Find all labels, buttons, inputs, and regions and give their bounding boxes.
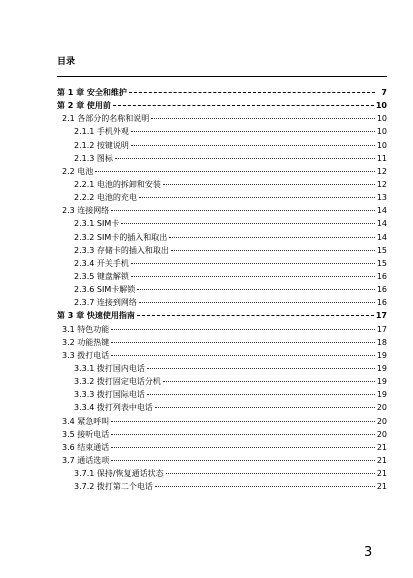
toc-entry-label: 2.3.7 连接到网络 [74,298,137,308]
toc-entry-page: 21 [376,442,387,452]
toc-entry-page: 10 [376,127,387,137]
toc-entry-page: 19 [376,377,387,387]
toc-entry-page: 21 [376,455,387,465]
toc-entry-label: 3.7.2 拨打第二个电话 [74,482,153,492]
toc-entry-label: 2.3 连接网络 [62,206,110,216]
toc-entry[interactable] [57,375,387,388]
toc-entry-page: 20 [376,429,387,439]
dot-leader [139,197,375,198]
dot-leader [131,131,375,132]
toc-entry[interactable] [57,231,387,244]
toc-entry[interactable] [57,323,387,336]
toc-entry[interactable] [57,244,387,257]
toc-entry[interactable] [57,125,387,138]
toc-entry-label: 3.3 拨打电话 [62,350,110,360]
toc-entry[interactable] [57,467,387,480]
toc-entry-page: 19 [376,350,387,360]
toc-entry-page: 14 [376,219,387,229]
toc-entry[interactable] [57,296,387,309]
toc-entry-page: 20 [376,403,387,413]
toc-entry-page: 14 [376,206,387,216]
toc-entry-label: 2.3.1 SIM卡 [74,219,120,229]
toc-entry[interactable] [57,336,387,349]
dot-leader [111,434,375,435]
toc-entry[interactable] [57,349,387,362]
toc-entry-label: 3.6 结束通话 [62,442,110,452]
toc-entry-page: 10 [376,114,387,124]
toc-entry[interactable] [57,165,387,178]
toc-entry-page: 12 [376,166,387,176]
dot-leader [151,118,375,119]
toc-entry[interactable] [57,204,387,217]
dot-leader [163,184,375,185]
toc-entry-page: 19 [376,390,387,400]
toc-entry-label: 3.2 功能热键 [62,337,110,347]
dot-leader [111,447,375,448]
toc-entry[interactable] [57,480,387,493]
dot-leader [139,302,375,303]
dot-leader [171,250,375,251]
toc-entry-page: 18 [376,337,387,347]
title-divider [57,76,387,77]
toc-entry-label: 2.1.3 图标 [74,153,113,163]
dot-leader [121,223,375,224]
toc-entry[interactable] [57,178,387,191]
toc-entry-page: 10 [376,140,387,150]
toc-entry-label: 2.3.3 存储卡的插入和取出 [74,245,169,255]
toc-entry[interactable] [57,283,387,296]
dot-leader [137,289,375,290]
toc-entry-page: 16 [376,298,387,308]
toc-entry-label: 3.3.3 拨打国际电话 [74,390,145,400]
dot-leader [131,145,375,146]
page-title: 目录 [57,57,76,67]
toc-entry-page: 15 [376,258,387,268]
toc-entry-label: 第 2 章 使用前 [57,101,111,111]
dot-leader [111,355,375,356]
toc-entry[interactable] [57,270,387,283]
toc-entry-label: 3.3.1 拨打国内电话 [74,363,145,373]
dot-leader [169,237,375,238]
toc-entry[interactable] [57,191,387,204]
dot-leader [111,342,375,343]
toc-entry[interactable] [57,152,387,165]
toc-entry-label: 2.2.2 电池的充电 [74,193,137,203]
toc-entry[interactable] [57,428,387,441]
dot-leader [137,315,374,316]
dot-leader [166,473,375,474]
dot-leader [131,276,375,277]
toc-entry-label: 2.2 电池 [62,166,94,176]
dot-leader [155,486,375,487]
toc-entry[interactable] [57,401,387,414]
toc-entry-page: 7 [381,88,387,97]
table-of-contents [57,86,387,493]
dot-leader [113,105,374,106]
toc-entry-label: 3.4 紧急呼叫 [62,416,110,426]
toc-entry-label: 3.3.4 拨打列表中电话 [74,403,153,413]
toc-entry-page: 20 [376,416,387,426]
dot-leader [163,381,375,382]
toc-entry-page: 11 [376,153,387,163]
toc-entry-label: 第 1 章 安全和维护 [57,88,127,97]
toc-entry[interactable] [57,441,387,454]
toc-entry-label: 3.1 特色功能 [62,324,110,334]
toc-entry[interactable] [57,257,387,270]
dot-leader [111,329,375,330]
toc-entry-label: 2.1 各部分的名称和说明 [62,114,150,124]
toc-entry-page: 17 [376,324,387,334]
dot-leader [111,210,375,211]
toc-entry-label: 3.5 接听电话 [62,429,110,439]
toc-entry[interactable] [57,86,387,99]
toc-entry-page: 13 [376,193,387,203]
dot-leader [147,368,375,369]
toc-entry[interactable] [57,139,387,152]
toc-entry[interactable] [57,362,387,375]
toc-entry-label: 3.3.2 拨打固定电话分机 [74,377,161,387]
toc-entry-page: 10 [375,101,387,111]
dot-leader [129,92,375,93]
toc-entry-page: 12 [376,179,387,189]
toc-entry[interactable] [57,112,387,125]
toc-entry[interactable] [57,99,387,112]
toc-entry[interactable] [57,217,387,230]
toc-entry[interactable] [57,415,387,428]
dot-leader [131,263,375,264]
toc-entry-page: 21 [376,469,387,479]
toc-entry-label: 2.3.2 SIM卡的插入和取出 [74,232,168,242]
toc-entry-page: 14 [376,232,387,242]
toc-entry-page: 19 [376,363,387,373]
toc-entry-page: 21 [376,482,387,492]
toc-entry-label: 第 3 章 快速使用指南 [57,311,135,321]
toc-entry-label: 2.1.1 手机外观 [74,127,129,137]
toc-entry-page: 15 [376,245,387,255]
page-number: 3 [364,545,373,560]
dot-leader [95,171,375,172]
toc-entry-label: 3.7 通话选项 [62,455,110,465]
toc-entry[interactable] [57,388,387,401]
dot-leader [147,394,375,395]
toc-entry-label: 2.2.1 电池的拆卸和安装 [74,179,161,189]
dot-leader [111,460,375,461]
toc-entry-label: 2.3.4 开关手机 [74,258,129,268]
dot-leader [115,158,375,159]
toc-entry-label: 3.7.1 保持/恢复通话状态 [74,469,164,479]
toc-entry-label: 2.3.6 SIM卡解锁 [74,285,136,295]
toc-entry-page: 17 [375,311,387,321]
toc-entry-page: 16 [376,271,387,281]
dot-leader [155,407,375,408]
toc-entry-page: 16 [376,285,387,295]
toc-entry[interactable] [57,309,387,322]
toc-entry-label: 2.1.2 按键说明 [74,140,129,150]
toc-entry-label: 2.3.5 键盘解锁 [74,271,129,281]
dot-leader [111,421,375,422]
toc-entry[interactable] [57,454,387,467]
